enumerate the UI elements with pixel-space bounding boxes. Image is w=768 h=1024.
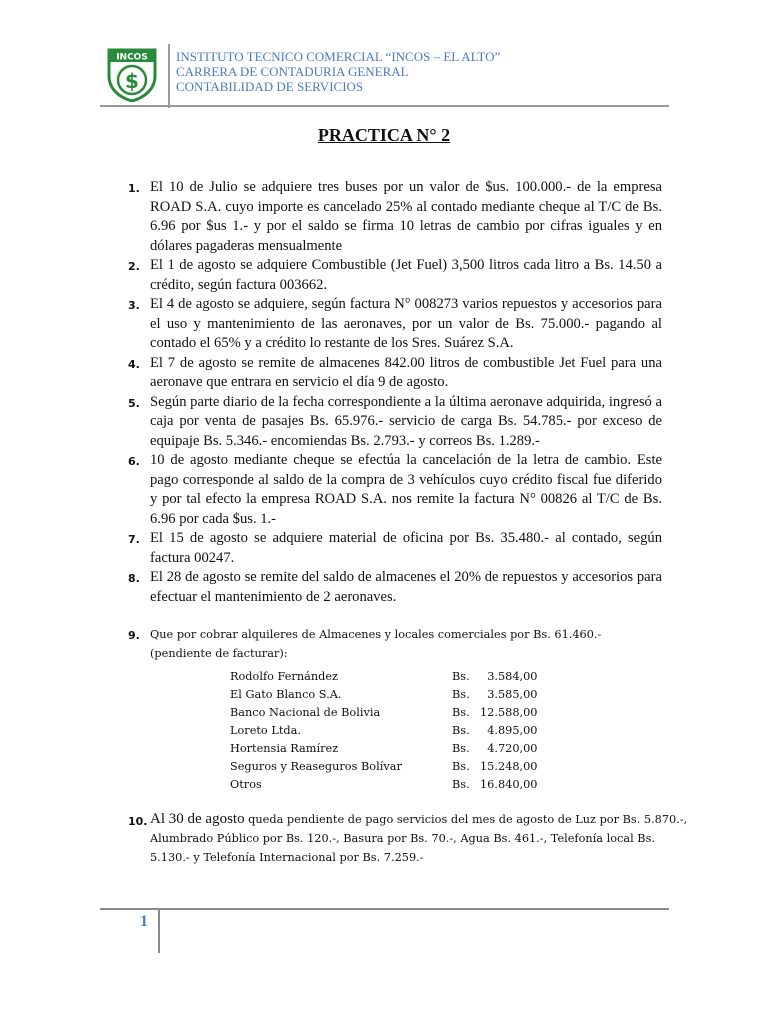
tenant-name: Banco Nacional de Bolivia [230, 706, 381, 720]
tenant-name: Rodolfo Fernández [230, 670, 338, 684]
table-row [230, 668, 538, 686]
table-row [230, 704, 538, 722]
list-item [120, 568, 662, 607]
item-text: El 1 de agosto se adquiere Combustible (Jet Fuel) 3,500 litros cada litro a Bs. 14.50 a crédito, según factura 003662. [150, 257, 662, 293]
currency: Bs. [452, 724, 470, 738]
footer-divider-horizontal [100, 908, 669, 910]
exercise-list [120, 178, 662, 663]
currency: Bs. [452, 777, 470, 791]
item-text: El 10 de Julio se adquiere tres buses por un valor de $us. 100.000.- de la empresa ROAD S.A. cuyo importe es cancelado 25% al contado mediante cheque al T/C de Bs. 6.96 por $us 1.- y por el saldo se firma 10 letras de cambio por cifras iguales y en dólares pagaderas mensualmente [150, 179, 662, 254]
tenant-name: Loreto Ltda. [230, 724, 301, 738]
item-number: 3. [128, 299, 140, 312]
list-item [120, 451, 662, 529]
logo-text: INCOS [116, 52, 148, 63]
item-text: El 4 de agosto se adquiere, según factura N° 008273 varios repuestos y accesorios para el uso y mantenimiento de las aeronaves, por un valor de Bs. 75.000.- pagando al contado el 65% y a crédito lo restante de los Sres. Suárez S.A. [150, 296, 662, 351]
currency: Bs. [452, 742, 470, 755]
header-divider-vertical [168, 44, 170, 108]
item-number: 2. [128, 260, 140, 273]
tenant-name: Otros [230, 777, 262, 791]
list-item [120, 529, 662, 568]
header-subject: CONTABILIDAD DE SERVICIOS [176, 79, 364, 94]
rent-table [230, 668, 538, 793]
amount: 15.248,00 [480, 759, 538, 773]
tenant-name: Seguros y Reaseguros Bolívar [230, 759, 402, 773]
list-item [120, 256, 662, 295]
list-item [120, 178, 662, 256]
item-number: 1. [128, 182, 140, 195]
amount: 3.585,00 [487, 688, 538, 702]
item-text: El 7 de agosto se remite de almacenes 842.00 litros de combustible Jet Fuel para una aeronave que entrara en servicio el día 9 de agosto. [150, 354, 662, 390]
item-text: Según parte diario de la fecha correspondiente a la última aeronave adquirida, ingresó a caja por venta de pasajes Bs. 65.976.- servicio de carga Bs. 54.785.- por exceso de equipaje Bs. 5.346.- encomiendas Bs. 2.793.- y correos Bs. 1.289.- [150, 393, 662, 449]
svg-text:$: $ [125, 69, 139, 93]
list-item [120, 295, 662, 354]
item-text: El 15 de agosto se adquiere material de oficina por Bs. 35.480.- al contado, según factura 00247. [150, 530, 662, 566]
table-row [230, 722, 538, 740]
list-item [120, 354, 662, 393]
incos-logo-icon [107, 48, 157, 102]
amount: 4.895,00 [487, 724, 538, 738]
currency: Bs. [452, 670, 470, 684]
item-text: El 28 de agosto se remite del saldo de almacenes el 20% de repuestos y accesorios para efectuar el mantenimiento de 2 aeronaves. [150, 569, 662, 605]
currency: Bs. [452, 759, 470, 773]
item-lead-text: Al 30 de agosto [150, 811, 245, 827]
item-text: queda pendiente de pago servicios del mes de agosto de Luz por Bs. 5.870.-, Alumbrado Público por Bs. 120.-, Basura por Bs. 70.-, Agua Bs. 461.-, Telefonía local Bs. 5.130.- y Telefonía Internacional por Bs. 7.259.- [150, 813, 688, 864]
currency: Bs. [452, 706, 470, 720]
tenant-name: Hortensia Ramírez [230, 742, 339, 755]
list-item [120, 625, 662, 663]
list-item [120, 393, 662, 452]
item-number: 8. [128, 572, 140, 585]
item-text: 10 de agosto mediante cheque se efectúa la cancelación de la letra de cambio. Este pago corresponde al saldo de la compra de 3 vehículos cuyo crédito fiscal fue diferido y por tal efecto la empresa ROAD S.A. nos remite la factura N° 00826 al T/C de Bs. 6.96 por cada $us. 1.- [150, 452, 662, 527]
item-number: 4. [128, 357, 140, 371]
amount: 12.588,00 [480, 706, 538, 720]
header-divider-horizontal [100, 105, 669, 107]
page-title: PRACTICA N° 2 [317, 125, 451, 145]
item-number: 10. [128, 815, 148, 828]
amount: 4.720,00 [487, 742, 538, 755]
footer-divider-vertical [158, 909, 160, 953]
table-row [230, 775, 538, 793]
currency: Bs. [452, 688, 470, 702]
tenant-name: El Gato Blanco S.A. [230, 688, 342, 702]
page-number: 1 [140, 913, 148, 930]
amount: 3.584,00 [487, 670, 538, 684]
item-number: 6. [128, 455, 140, 468]
header [176, 49, 500, 94]
item-number: 9. [128, 629, 140, 642]
table-row [230, 740, 538, 758]
item-number: 7. [128, 533, 140, 546]
item-text: Que por cobrar alquileres de Almacenes y locales comerciales por Bs. 61.460.- (pendiente de facturar): [150, 628, 602, 660]
header-career: CARRERA DE CONTADURIA GENERAL [176, 64, 409, 79]
table-row [230, 686, 538, 704]
table-row [230, 757, 538, 775]
header-institute: INSTITUTO TECNICO COMERCIAL “INCOS – EL ALTO” [176, 49, 501, 64]
amount: 16.840,00 [480, 777, 538, 791]
item-number: 5. [128, 396, 140, 410]
list-item [120, 810, 695, 867]
